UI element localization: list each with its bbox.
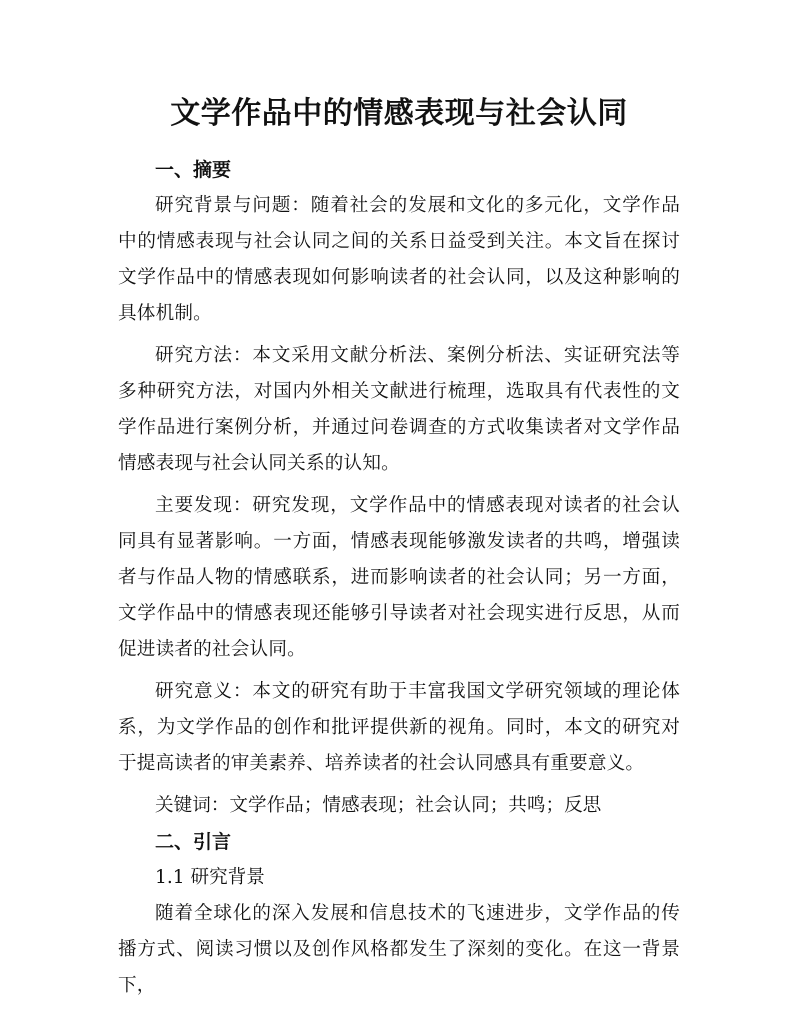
keywords-line: 关键词：文学作品；情感表现；社会认同；共鸣；反思 — [155, 795, 602, 816]
introduction-paragraph: 随着全球化的深入发展和信息技术的飞速进步，文学作品的传播方式、阅读习惯以及创作风格都发生了深刻的变化。在这一背景下， — [118, 903, 680, 996]
abstract-paragraph-methods: 研究方法：本文采用文献分析法、案例分析法、实证研究法等多种研究方法，对国内外相关文献进行梳理，选取具有代表性的文学作品进行案例分析，并通过问卷调查的方式收集读者对文学作品情感表现与社会认同关系的认知。 — [118, 345, 680, 474]
introduction-heading: 二、引言 — [155, 831, 232, 853]
abstract-heading: 一、摘要 — [155, 159, 232, 181]
abstract-paragraph-background: 研究背景与问题：随着社会的发展和文化的多元化，文学作品中的情感表现与社会认同之间的关系日益受到关注。本文旨在探讨文学作品中的情感表现如何影响读者的社会认同，以及这种影响的具体机制。 — [118, 195, 680, 324]
abstract-paragraph-significance: 研究意义：本文的研究有助于丰富我国文学研究领域的理论体系，为文学作品的创作和批评提供新的视角。同时，本文的研究对于提高读者的审美素养、培养读者的社会认同感具有重要意义。 — [118, 681, 680, 774]
document-title: 文学作品中的情感表现与社会认同 — [170, 96, 628, 131]
subsection-heading: 1.1 研究背景 — [155, 867, 265, 888]
abstract-paragraph-findings: 主要发现：研究发现，文学作品中的情感表现对读者的社会认同具有显著影响。一方面，情感表现能够激发读者的共鸣，增强读者与作品人物的情感联系，进而影响读者的社会认同；另一方面，文学作品中的情感表现还能够引导读者对社会现实进行反思，从而促进读者的社会认同。 — [118, 495, 680, 660]
